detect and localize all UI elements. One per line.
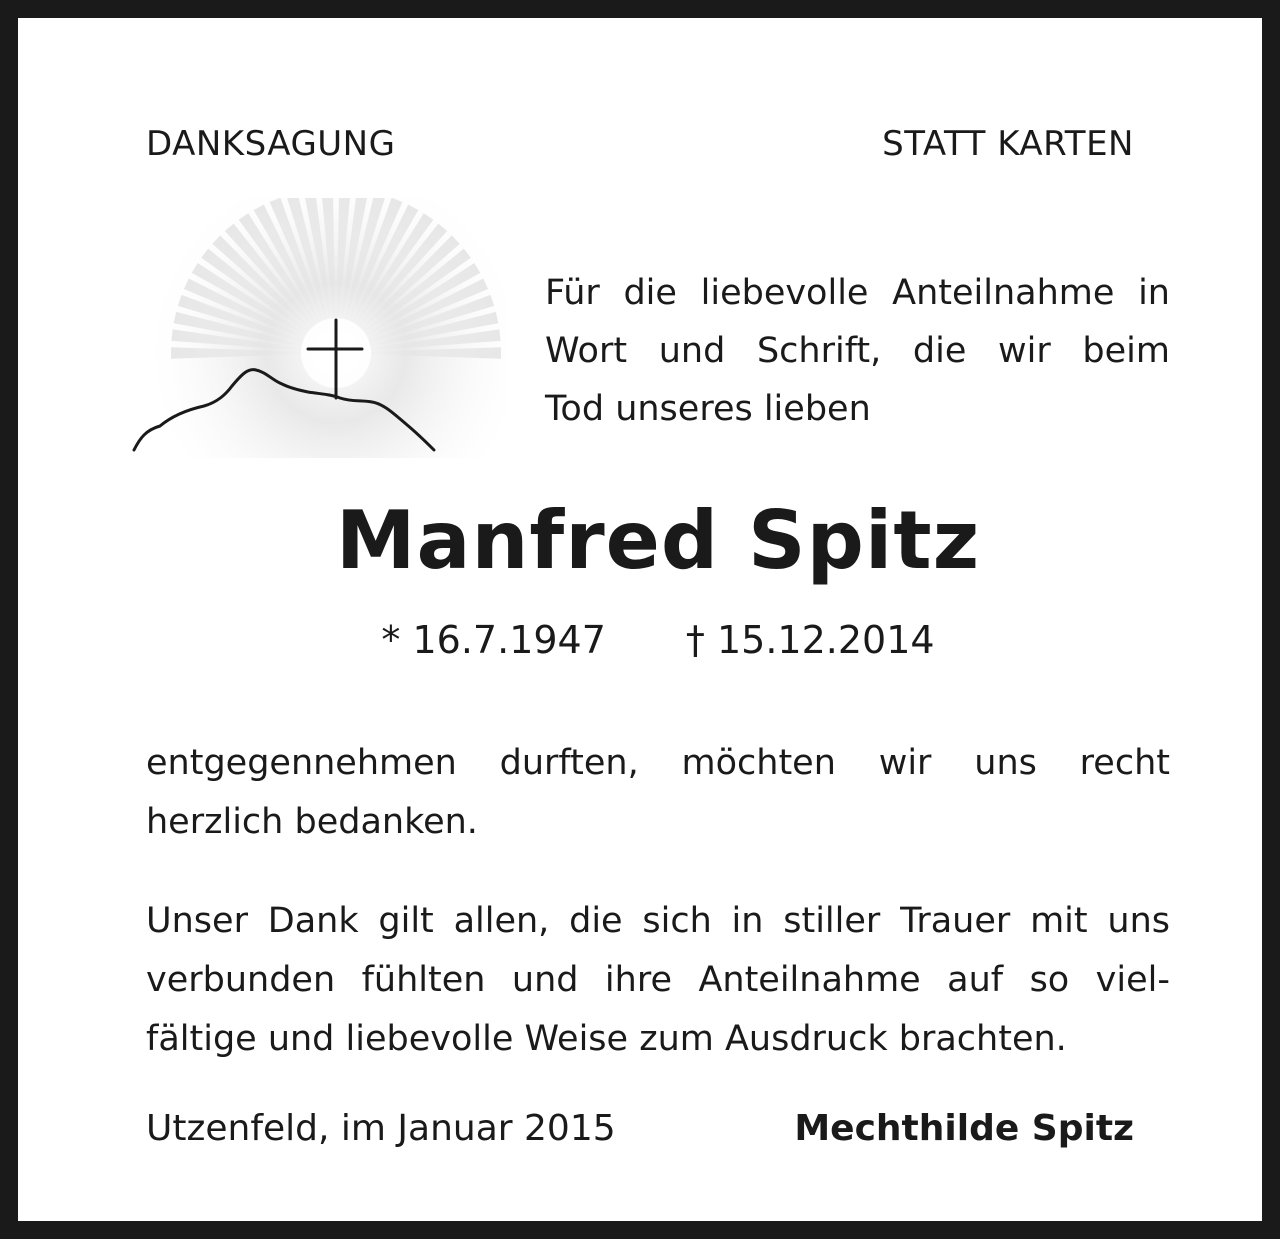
cross-on-mountain-icon — [126, 198, 506, 458]
life-dates — [18, 618, 1280, 662]
header-danksagung: DANKSAGUNG — [146, 124, 396, 164]
intro-text — [545, 264, 1170, 438]
intro-line: Für die liebevolle Anteilnahme in — [545, 273, 1170, 313]
signature: Mechthilde Spitz — [794, 1108, 1134, 1149]
intro-line: Wort und Schrift, die wir beim — [545, 331, 1170, 371]
deceased-name: Manfred Spitz — [335, 494, 981, 587]
paragraph-line: entgegennehmen durften, möchten wir uns recht — [146, 743, 1170, 783]
paragraph-line: verbunden fühlten und ihre Anteilnahme auf so viel- — [146, 960, 1170, 1000]
intro-line: Tod unseres lieben — [545, 389, 871, 429]
paragraph-line: Unser Dank gilt allen, die sich in stiller Trauer mit uns — [146, 901, 1170, 941]
birth-date: * 16.7.1947 — [381, 618, 606, 662]
paragraph-line: herzlich bedanken. — [146, 802, 478, 842]
place-and-date: Utzenfeld, im Januar 2015 — [146, 1108, 616, 1149]
thanks-paragraph — [146, 734, 1170, 852]
paragraph-line: fältige und liebevolle Weise zum Ausdruck brachten. — [146, 1019, 1067, 1059]
death-date: † 15.12.2014 — [685, 618, 935, 662]
gratitude-paragraph — [146, 892, 1170, 1069]
header-statt-karten: STATT KARTEN — [882, 124, 1134, 164]
